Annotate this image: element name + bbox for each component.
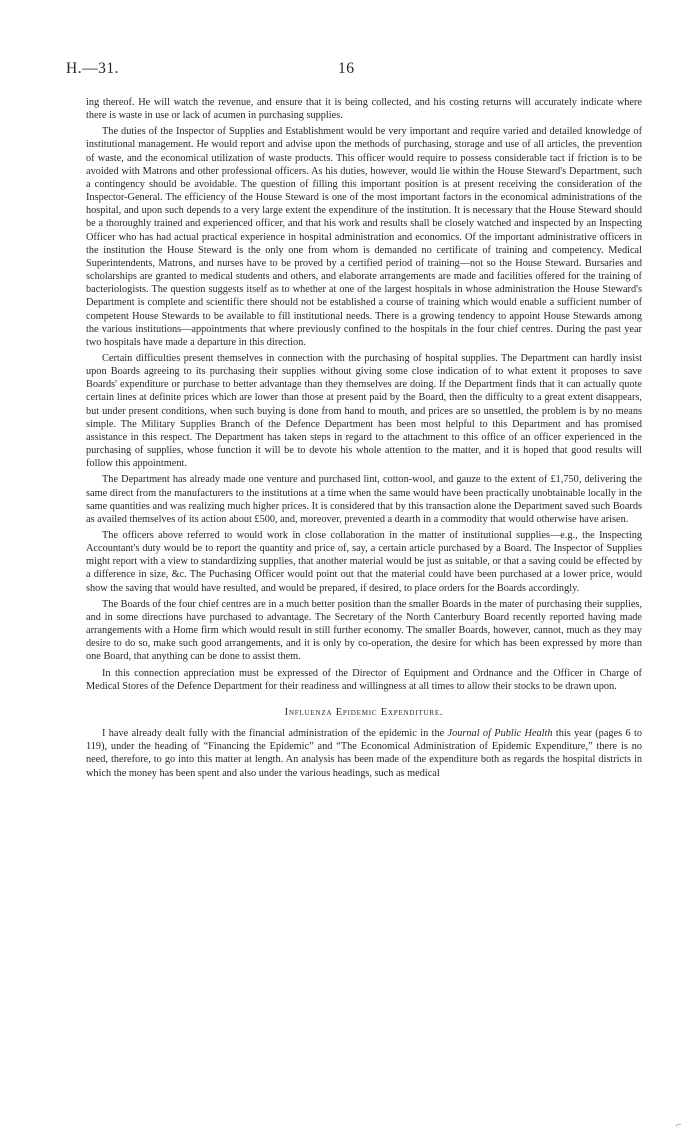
document-body <box>86 96 642 783</box>
document-reference: H.—31. <box>66 60 119 77</box>
paragraph-officer-collaboration: The officers above referred to would work in close collaboration in the matter of institutional supplies—e.g., the Inspecting Accountant's duty would be to report the quantity and price of, say, a certain article purchased by a Board. The Inspector of Supplies might report with a view to standardizing supplies, that another material would be just as suitable, or that a saving could be effected by a difference in size, &c. The Puchasing Officer would point out that the material could have been purchased at a lower price, would show the saving that would have resulted, and would be prepared, if desired, to place orders for the Boards accordingly. <box>86 530 642 594</box>
paragraph-text-end: this year (pages 6 to 119), under the heading of “Financing the Epidemic” and “The Economical Administration of Epidemic Expenditure,” there is no need, therefore, to go into this matter at length. An analysis has been made of the expenditure both as regards the hospital districts in which the money has been spent and also under the various headings, such as medical <box>86 728 642 779</box>
paragraph-chief-centres-boards: The Boards of the four chief centres are in a much better position than the smaller Boards in the mater of purchasing their supplies, and in some directions have purchased to advantage. The Secretary of the North Canterbury Board recently reported having made arrangements with a Home firm which would result in still further economy. The smaller Boards, however, cannot, much as they may desire to do so, make such good arrangements, and it is only by co-operation, the desire for which has been expressed by more than one Board, that anything can be done to assist them. <box>86 598 642 663</box>
paragraph-text-start: I have already dealt fully with the financial administration of the epidemic in the <box>102 728 448 740</box>
paragraph-inspector-of-supplies: The duties of the Inspector of Supplies and Establishment would be very important and require varied and detailed knowledge of institutional management. He would report and advise upon the methods of purchasing, storage and use of all articles, the prevention of waste, and the economical utilization of waste products. This officer would require to possess considerable tact if friction is to be avoided with Matrons and other professional officers. As his duties, however, would lie within the House Steward's Department, such a contingency should be avoidable. The question of filling this important position is at present receiving the consideration of the Inspector-General. The efficiency of the House Steward is one of the most important factors in the economical administrations of the hospital, and upon such depends to a very large extent the expenditure of the institution. It is necessary that the House Steward should be a thoroughly trained and experienced officer, and that his work and results shall be closely watched and inspected by an Inspecting Officer who has had actual practical experience in hospital administration and economics. Of the important administrative officers in the institution the House Steward is the only one from whom is demanded no certificate of training and competency. Medical Superintendents, Matrons, and nurses have to be proved by a certified period of training—not so the House Steward. Bursaries and scholarships are granted to medical students and others, and elaborate arrangements are made and facilities offered for the training of bacteriologists. The question suggests itself as to whether at one of the largest hospitals in whose administration the House Steward's Department is complete and scientific there should not be established a course of training which would enable a sufficient number of competent House Stewards to be available to fill institutional needs. There is a growing tendency to appoint House Stewards among the various institutions—appointments that where previously confined to the hospitals in the four chief centres. During the past year two hospitals have made a departure in this direction. <box>86 126 642 348</box>
paragraph-influenza-expenditure <box>86 727 642 780</box>
page-header <box>66 60 638 80</box>
paragraph-purchasing-difficulties: Certain difficulties present themselves in connection with the purchasing of hospital supplies. The Department can hardly insist upon Boards agreeing to its purchasing their supplies without giving some close indication of to what extent it proposes to save Boards' expenditure or purchase to better advantage than they themselves are doing. If the Department finds that it can actually quote certain lines at definite prices which are lower than those at present paid by the Board, then the difficulty to a great extent disappears, but under present conditions, when such buying is done from hand to mouth, and prices are so unsettled, the problem is by no means simple. The Military Supplies Branch of the Defence Department has been most helpful to this Department and has promised assistance in this respect. The Department has taken steps in regard to the attachment to this office of an officer experienced in the purchasing of supplies, whose function it will be to devote his whole attention to the matter, and it is hoped that good results will follow this appointment. <box>86 352 642 470</box>
paragraph-appreciation: In this connection appreciation must be expressed of the Director of Equipment and Ordnance and the Officer in Charge of Medical Stores of the Defence Department for their readiness and willingness at all times to allow their stocks to be drawn upon. <box>86 667 642 692</box>
paragraph-lint-purchase: The Department has already made one venture and purchased lint, cotton-wool, and gauze to the extent of £1,750, delivering the same direct from the manufacturers to the institutions at a time when the same would have been practically unobtainable locally in the same quantities and was realizing much higher prices. It is considered that by this transaction alone the Department saved such Boards as availed themselves of its action about £500, and, moreover, prevented a dearth in a commodity that would otherwise have arisen. <box>86 474 642 525</box>
page-number: 16 <box>338 60 355 77</box>
paragraph-continuation: ing thereof. He will watch the revenue, and ensure that it is being collected, and his costing returns will accurately indicate where there is waste in use or lack of acumen in purchasing supplies. <box>86 97 642 122</box>
journal-title: Journal of Public Health <box>447 728 553 740</box>
scan-mark: ⌐ <box>676 1120 682 1131</box>
section-heading: Influenza Epidemic Expenditure. <box>284 706 444 718</box>
